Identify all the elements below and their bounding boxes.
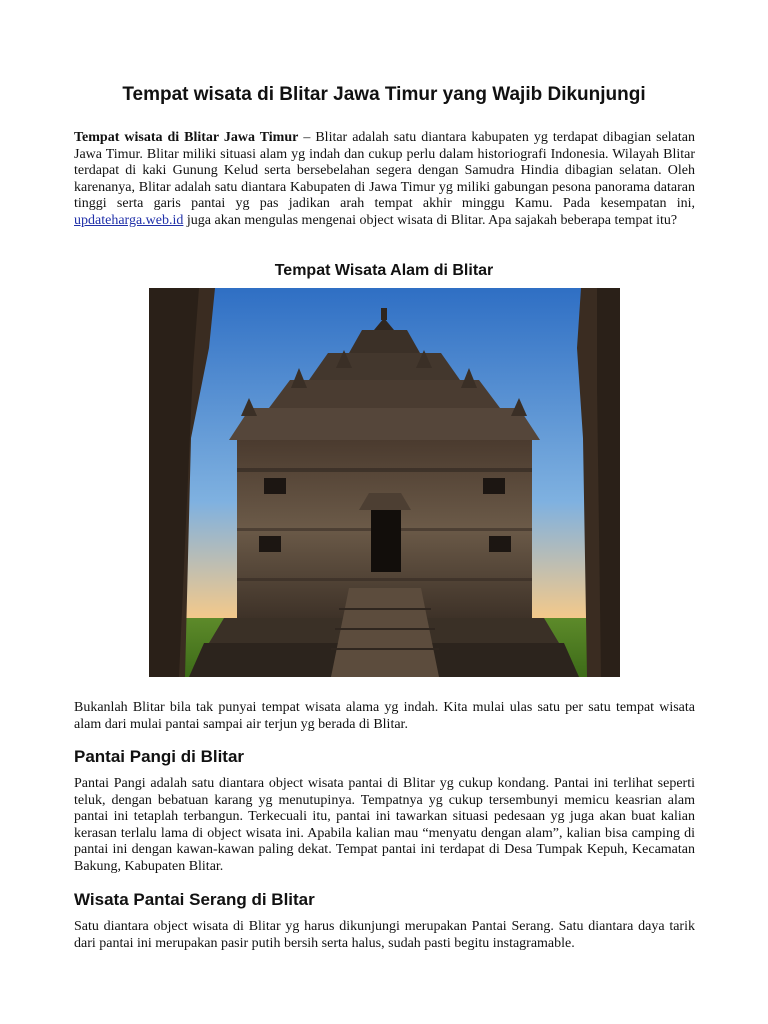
intro-text-before-link: – Blitar adalah satu diantara kabupaten yg terdapat dibagian selatan Jawa Timur. Blitar miliki situasi alam yg indah dan cukup perlu dalam historiografi Indonesia. Wilayah Blitar terdapat di kaki Gunung Kelud serta bersebelahan segera dengan Samudra Hindia dibagian selatan. Oleh karenanya, Blitar adalah satu diantara Kabupaten di Jawa Timur yg miliki gabungan pesona panorama dataran tinggi serta garis pantai yg pas jadikan arah tempat akhir minggu Kamu. Pada kesempatan ini, xyxy=(74,130,695,211)
temple-photo xyxy=(149,288,620,677)
intro-link[interactable]: updateharga.web.id xyxy=(74,212,184,228)
paragraph-pantai-serang: Satu diantara object wisata di Blitar yg harus dikunjungi merupakan Pantai Serang. Satu diantara daya tarik dari pantai ini merupakan pasir putih bersih serta halus, sudah pasti begitu instagramable. xyxy=(74,919,695,951)
intro-text-after-link: juga akan mengulas mengenai object wisata di Blitar. Apa sajakah beberapa tempat itu? xyxy=(183,212,678,228)
intro-paragraph xyxy=(74,130,695,229)
section-heading-pantai-serang: Wisata Pantai Serang di Blitar xyxy=(74,890,315,909)
paragraph-after-image: Bukanlah Blitar bila tak punyai tempat wisata alama yg indah. Kita mulai ulas satu per satu tempat wisata alam dari mulai pantai sampai air terjun yg berada di Blitar. xyxy=(74,700,695,732)
intro-lead-bold: Tempat wisata di Blitar Jawa Timur xyxy=(74,130,299,145)
paragraph-pantai-pangi: Pantai Pangi adalah satu diantara object wisata pantai di Blitar yg cukup kondang. Pantai ini terlihat seperti teluk, dengan bebatuan karang yg menutupinya. Tempatnya yg cukup tersembunyi memicu keasrian alam pantai ini tetaplah terbangun. Terkecuali itu, pantai ini tawarkan situasi pedesaan yg juga akan buat kalian kerasan terlalu lama di object wisata ini. Apabila kalian mau “menyatu dengan alam”, kalian bisa camping di pantai ini dengan kawan-kawan paling dekat. Tempat pantai ini terdapat di Desa Tumpak Kepuh, Kecamatan Bakung, Kabupaten Blitar. xyxy=(74,776,695,874)
section-heading-wisata-alam: Tempat Wisata Alam di Blitar xyxy=(274,262,494,279)
document-title: Tempat wisata di Blitar Jawa Timur yang Wajib Dikunjungi xyxy=(122,84,646,105)
section-heading-pantai-pangi: Pantai Pangi di Blitar xyxy=(74,747,245,766)
